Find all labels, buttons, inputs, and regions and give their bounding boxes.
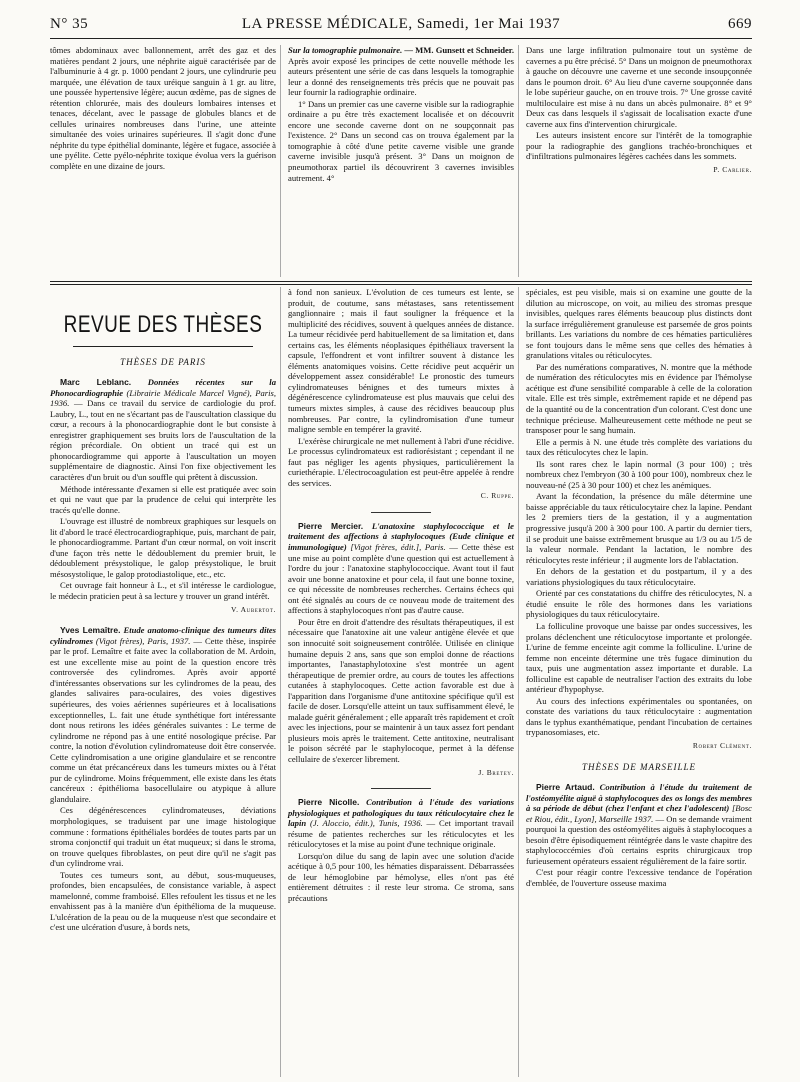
thesis-entry: [526, 782, 752, 866]
issue-number: N° 35: [50, 16, 89, 32]
paragraph: L'exérèse chirurgicale ne met nullement à l'abri d'une récidive. Le processus cylindromateux est radiorésistant ; cependant il ne faut pas négliger les agents physiques, particulièrement la curiethérapie. L'électrocoagulation est peut-être appelée à rendre des services.: [288, 435, 514, 488]
paragraph: Cet ouvrage fait honneur à L., et s'il intéresse le cardiologue, le médecin praticien peut à sa lecture y trouver un grand intérêt.: [50, 580, 276, 602]
signature: Robert Clément.: [692, 740, 752, 750]
paragraph: Par des numérations comparatives, N. montre que la méthode de numération des réticulocytes mis en évidence par l'hémolyse acétique est d'une sensibilité comparable à celle de la coloration vitale. Elle est très simple, extrêmement rapide et ne dépend pas de la quantité ou de la concentration d'un colorant. C'est donc une technique précieuse. Malheureusement cette méthode ne peut se transposer pour le sang humain.: [526, 361, 752, 436]
signature: J. Bretey.: [478, 767, 514, 777]
section-divider: [50, 281, 752, 285]
article-paragraph: [288, 45, 514, 98]
entry-author: Pierre Artaud.: [536, 782, 595, 793]
running-title: [50, 16, 752, 33]
paragraph: Elle a permis à N. une étude très complète des variations du taux des réticulocytes chez le lapin.: [526, 436, 752, 458]
entry-text: — Dans ce travail du service de cardiologie du prof. Laubry, L., tout en ne s'écartant pas de l'auscultation classique du cœur, a recours à la phonocardiographie dont le but consiste à enregistrer graphiquement ses bruits lors de l'auscultation de la région précordiale. On obtient un tracé qui est un phonocardiogramme qui apporte à l'auscultation un moyen supplémentaire de diagnostic. Ainsi l'on fixe objectivement les caractères d'un bruit ou d'un souffle qui prêtent à discussion.: [50, 398, 276, 483]
page-header: [50, 14, 752, 36]
thesis-entry: [288, 797, 514, 850]
entry-text: — Cette thèse, inspirée par le prof. Lemaître et faite avec la collaboration de M. Ardoin, est une excellente mise au point de la question encore très controversée des cylindromes. Après avoir apporté d'intéressantes observations sur les cylindromes de la peau, des glandes salivaires para-oculaires, des voies digestives supérieures, des voies aériennes supérieures et à localisations exceptionnelles, L. fait une étude synthétique fort intéressante dont nous retirons les idées générales suivantes : Le terme de cylindrome ne répond pas à une entité nosologique précise. Par contre, la notion d'évolution cylindromateuse doit être conservée. Cette cylindromisation a une origine glandulaire et se rencontre comme un état précancéreux dans les tumeurs mixtes ou à l'état pur de cylindrome. Moins fréquemment, elle existe dans les états cancéreux : épithélioma basocellulaire ou atypique à allure glandulaire.: [50, 635, 276, 804]
signature: C. Ruppe.: [480, 491, 514, 501]
top-columns: [50, 45, 752, 277]
entry-text: — On se demande vraiment pourquoi la question des ostéomyélites aiguës à staphylocoques a besoin d'être épisodiquement réintégrée dans le vaste chapitre des staphylococcémies d'où certains esprits chirurgicaux trop furieusement opérateurs essaient régulièrement de la faire sortir.: [526, 813, 752, 866]
section-title: REVUE DES THÈSES: [63, 312, 263, 339]
paragraph: La folliculine provoque une baisse par ondes successives, les prolans déclenchent une réticulocytose importante et prolongée. L'urine de femme enceinte agit comme la folliculine. L'urine de femme non enceinte détermine une très fugace diminution du taux, puis une augmentation assez importante et durable. La folliculine est capable de neutraliser l'action des extraits du lobe antérieur d'hypophyse.: [526, 620, 752, 695]
paragraph: En dehors de la gestation et du postpartum, il y a des variations physiologiques du taux réticulocytaire.: [526, 566, 752, 587]
paragraph: Ils sont rares chez le lapin normal (3 pour 100) ; très nombreux chez l'embryon (30 à 100 pour 100), nombreux chez le nouveau-né (25 à 30 pour 100) et chez les anémiques.: [526, 458, 752, 490]
subsection-heading: THÈSES DE MARSEILLE: [582, 761, 696, 772]
issue-date: Samedi, 1er Mai 1937: [416, 16, 561, 32]
entry-publisher: [Bosc et Riou, édit., Lyon], Marseille 1937.: [526, 803, 752, 824]
paragraph: Dans une large infiltration pulmonaire tout un système de cavernes a pu être précisé. 5° Dans un moignon de pneumothorax à gauche on découvre une caverne et une seconde insoupçonnée dans le poumon droit. 6° Au lieu d'une caverne soupçonnée dans le lobe supérieur gauche, on en trouve trois. 7° Une grosse cavité multiloculaire est mise à nu dans un abcès pulmonaire. 8° et 9° Deux cas dans lesquels il s'agissait de localisation exacte d'une caverne aux fins d'intervention chirurgicale.: [526, 45, 752, 129]
entry-title: L'anatoxine staphylococcique et le traitement des affections à staphylocoques (Eude clinique et immunologique): [288, 520, 514, 553]
paragraph: 1° Dans un premier cas une caverne visible sur la radiographie ordinaire a pu être très exactement localisée et on découvrit encore une seconde caverne dont on ne soupçonnait pas l'existence. 2° Dans un second cas on trouva également par la tomographie à côté d'une petite caverne visible une grande caverne invisible jusqu'à présent. 3° Dans un moignon de pneumothorax partiel ils découvrirent 3 cavernes invisibles autrement. 4°: [288, 98, 514, 183]
top-column-3: [526, 45, 752, 277]
thesis-entry: [288, 521, 514, 616]
signature: V. Aubertot.: [231, 604, 276, 614]
thesis-entry: [50, 377, 276, 482]
paragraph: C'est pour réagir contre l'excessive tendance de l'opération d'emblée, de l'ouverture osseuse maxima: [526, 867, 752, 888]
article-title: Sur la tomographie pulmonaire.: [288, 45, 403, 55]
entry-separator: [371, 512, 431, 513]
thesis-column-2: [288, 287, 519, 1077]
top-column-1: [50, 45, 281, 277]
paragraph: Pour être en droit d'attendre des résultats thérapeutiques, il est nécessaire que l'anatoxine ait une valeur antigène élevée et que son innocuité soit soigneusement contrôlée. Utilisée en clinique humaine depuis 2 ans, sans que son emploi donne de réactions importantes, l'anastaphylotoxine s'est montrée un agent thérapeutique de premier ordre, au cours de toutes les affections cutanées à staphylocoques. Cette action favorable est due à l'apparition dans l'organisme d'une antitoxine spécifique qu'il est facile de doser. Lorsqu'elle atteint un taux suffisamment élevé, le malade guérit généralement ; elle apparaît très rapidement et croît avec les injections, pour se maintenir à un taux assez fort pendant plusieurs mois après le traitement. Cette antitoxine, neutralisant le poison sécrété par le staphylocoque, permet à la défense cellulaire de s'exercer librement.: [288, 616, 514, 764]
paragraph: Toutes ces tumeurs sont, au début, sous-muqueuses, profondes, bien encapsulées, de consistance variable, à aspect mamelonné, comme framboisé. Elles refoulent les tissus et ne les envahissent pas à la manière d'un épithélioma de la muqueuse. L'ulcération de la peau ou de la muqueuse n'est que secondaire et c'est une ulcération d'usure, à bords nets,: [50, 869, 276, 933]
entry-title: Contribution à l'étude du traitement de l'ostéomyélite aiguë à staphylocoques des os longs des membres à sa période de début (chez l'enfant et chez l'adolescent): [526, 782, 752, 814]
paragraph: tômes abdominaux avec ballonnement, arrêt des gaz et des matières pendant 2 jours, une néphrite aiguë caractérisée par de l'albuminurie à 4 gr. p. 1000 pendant 2 jours, une cylindrurie peu marquée, une élévation de taux uréique sanguin à 1 gr. au litre, une poussée hypertensive légère; aucun œdème, pas de signes de rétention chlorurée, mais des douleurs lombaires intenses et tenaces, décelant, avec le passage de globules blancs et de cellules urinaires nombreuses dans l'urine, une atteinte simultanée des voies urinaires supérieures. Il s'agit donc d'une néphrite du type épithélial dominante, légère et fugace, associée à une pyélite. Cette pyélo-néphrite toxique évolua vers la guérison complète en une dizaine de jours.: [50, 45, 276, 172]
header-rule: [50, 38, 752, 39]
title-rule: [73, 346, 253, 347]
entry-author: Pierre Nicolle.: [298, 797, 360, 808]
subsection-heading: THÈSES DE PARIS: [120, 356, 206, 367]
entry-title: Contribution à l'étude des variations physiologiques et pathologiques du taux réticulocytaire chez le lapin: [288, 797, 514, 829]
entry-publisher: (Librairie Médicale Marcel Vigné), Paris, 1936.: [50, 387, 276, 409]
journal-name: LA PRESSE MÉDICALE,: [241, 16, 413, 32]
entry-author: Marc Leblanc.: [60, 377, 132, 388]
entry-title: Données récentes sur la Phonocardiographie: [50, 377, 276, 398]
entry-separator: [371, 788, 431, 789]
signature: P. Carlier.: [713, 165, 752, 175]
journal-page: [50, 14, 752, 1077]
thesis-column-3: [526, 287, 752, 1077]
thesis-entry: [50, 625, 276, 804]
paragraph: Avant la fécondation, la présence du mâle détermine une baisse appréciable du taux réticulocytaire chez la lapine. Pendant les 2 premiers tiers de la gestation, il y a augmentation progressive jusqu'à 200 à 300 pour 100. A partir du dernier tiers, il se produit une baisse extrêmement brusque au 1/3 ou au 1/5 de la valeur normale. Pendant la lactation, le nombre des réticulocytes reste inférieur ; il augmente lors de l'ablactation.: [526, 491, 752, 565]
entry-text: — Cette thèse est une mise au point complète d'une question qui est actuellement à l'ordre du jour : l'anatoxine staphylococcique. Avant tout il faut avoir une bonne anatoxine et pour cela, il faut une bonne toxine, ce qui nécessite de nombreuses recherches. Certains échecs qui ont été signalés au cours de ce nouveau mode de traitement des affections à staphylocoques n'ont pas d'autre cause.: [288, 542, 514, 616]
paragraph: Méthode intéressante d'examen si elle est pratiquée avec soin et qui ne vaut que par la prudence de celui qui interprète les tracés qu'elle donne.: [50, 483, 276, 515]
paragraph: Les auteurs insistent encore sur l'intérêt de la tomographie pour la radiographie des ganglions trachéo-bronchiques et d'infiltrations pulmonaires légères cachées dans les sommets.: [526, 130, 752, 162]
page-number: 669: [728, 16, 752, 32]
top-column-2: [288, 45, 519, 277]
paragraph: Au cours des infections expérimentales ou spontanées, on constate des variations du taux réticulocytaire : augmentation dans le typhus exanthématique, pendant l'incubation de certaines trypanosomiases, etc.: [526, 695, 752, 738]
entry-title: Etude anatomo-clinique des tumeurs dites cylindromes: [50, 625, 276, 646]
paragraph: spéciales, est peu visible, mais si on examine une goutte de la dilution au microscope, on voit, au milieu des stromas presque invisibles, quelques rares éléments beaucoup plus distincts dont la surface irrégulièrement granuleuse est parsemée de gros points brillants. Les variations du nombre de ces hématies particulières se font toujours dans le même sens que celles des hématies à granulations vitales ou réticulocytes.: [526, 287, 752, 361]
entry-publisher: [Vigot frères, édit.], Paris.: [346, 542, 446, 553]
paragraph: Lorsqu'on dilue du sang de lapin avec une solution d'acide acétique à 0,5 pour 100, les hématies disparaissent. Débarrassées de leur hémoglobine par hémolyse, elles n'ont pas été entièrement détruites : il reste leur stroma. Ce stroma, sans précautions: [288, 850, 514, 903]
thesis-column-1: [50, 287, 281, 1077]
article-authors: — MM. Gunsett et Schneider.: [402, 45, 514, 55]
paragraph: Ces dégénérescences cylindromateuses, déviations morphologiques, se traduisent par une image histologique commune : formations épithéliales bordées de toutes parts par un stroma conjonctif qui traduit un état muqueux; si dans le stroma, on trouve quelques fibroblastes, on peut dire qu'il ne s'agit pas d'un cylindrome vrai.: [50, 805, 276, 869]
entry-author: Pierre Mercier.: [298, 520, 364, 531]
bottom-columns: [50, 287, 752, 1077]
paragraph-text: Après avoir exposé les principes de cette nouvelle méthode les auteurs présentent une série de cas dans lesquels la tomographie leur a donné des renseignements très précis que ne pouvait pas leur fournir la radiographie ordinaire.: [288, 55, 514, 98]
entry-text: — Cet important travail résume de patientes recherches sur les réticulocytes et les réticulocytoses et la mise au point d'une technique originale.: [288, 818, 514, 850]
paragraph: L'ouvrage est illustré de nombreux graphiques sur lesquels on lit d'abord le tracé électrocardiographique, puis, marchant de pair, le phonocardiogramme. Partant d'un cœur normal, on voit inscrit d'une façon très nette le dédoublement du premier bruit, le dédoublement présystolique, le galop présystolique, le bruit mésosystolique, le galop protodiastolique, etc., etc.: [50, 516, 276, 579]
paragraph: à fond non sanieux. L'évolution de ces tumeurs est lente, se produit, de coutume, sans métastases, sans retentissement ganglionnaire ; mais il faut souligner la fréquence et la multiplicité des récidives, souvent à quelques années de distance. La tumeur récidivée perd habituellement de sa limitation et, dans certains cas, les éléments néoplasiques épithéliaux traversent la capsule, l'effondrent et vont infiltrer souvent à distance les éléments anatomiques voisins. Cette récidive peut acquérir un développement assez considérable! Le pronostic des tumeurs cylindromateuses bénignes et des tumeurs mixtes à dégénérescence cylindromateuse est plus mauvais que celui des tumeurs mixtes simples, à cause des récidives beaucoup plus nombreuses. Par contre, la cylindromisation d'une tumeur maligne semble en tempérer la gravité.: [288, 287, 514, 435]
paragraph: Orienté par ces constatations du chiffre des réticulocytes, N. a étudié ensuite le rôle des hormones dans les variations physiologiques du taux réticulocytaire.: [526, 588, 752, 620]
entry-publisher: (Vigot frères), Paris, 1937.: [92, 635, 191, 646]
entry-publisher: (J. Aloccio, édit.), Tunis, 1936.: [306, 818, 423, 829]
entry-author: Yves Lemaître.: [60, 625, 121, 636]
